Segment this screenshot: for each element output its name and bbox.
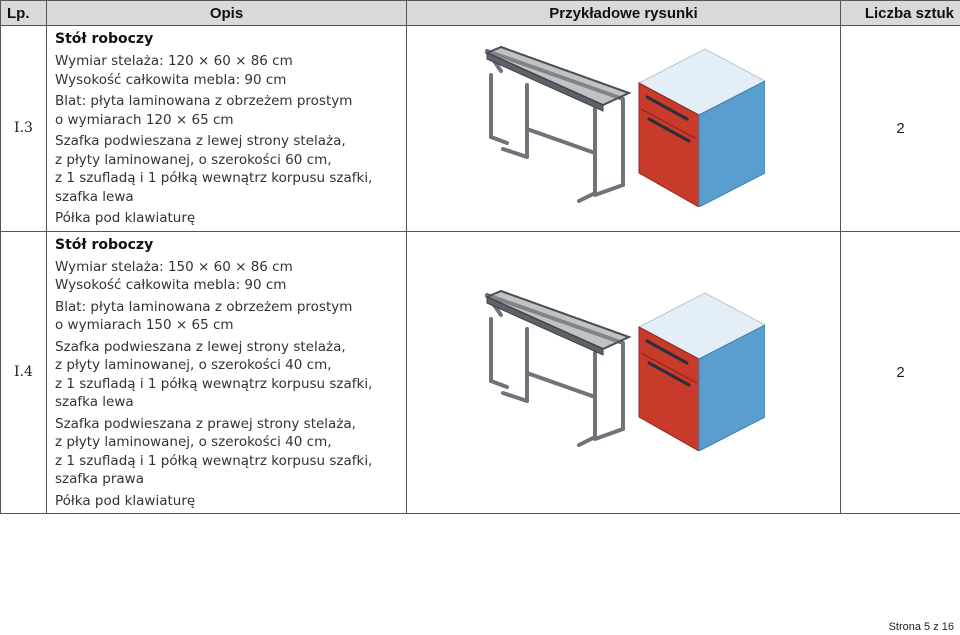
description-line: szafka lewa: [55, 394, 134, 410]
row-count: 2: [841, 231, 960, 514]
description-line: o wymiarach 120 × 65 cm: [55, 111, 234, 128]
description-line: Szafka podwieszana z lewej strony stelaża,: [55, 133, 346, 149]
header-opis: Opis: [47, 1, 407, 26]
description-line: Półka pod klawiaturę: [55, 492, 196, 509]
description-line: Blat: płyta laminowana z obrzeżem prostym: [55, 93, 353, 109]
header-liczba: Liczba sztuk: [841, 1, 960, 26]
row-description: [47, 26, 407, 232]
item-title: Stół roboczy: [55, 31, 154, 47]
description-line: z 1 szufladą i 1 półką wewnątrz korpusu szafki,: [55, 452, 373, 469]
description-line: Wymiar stelaża: 150 × 60 × 86 cm: [55, 258, 293, 275]
row-lp: I.4: [1, 231, 47, 514]
row-lp: I.3: [1, 26, 47, 232]
table-header-row: [1, 1, 960, 26]
row-illustration: [407, 231, 841, 514]
page-number: Strona 5 z 16: [888, 621, 954, 633]
description-line: Blat: płyta laminowana z obrzeżem prostym: [55, 298, 353, 315]
description-line: Wysokość całkowita mebla: 90 cm: [55, 277, 287, 293]
description-line: o wymiarach 150 × 65 cm: [55, 317, 234, 333]
description-line: szafka prawa: [55, 471, 144, 487]
description-line: Wysokość całkowita mebla: 90 cm: [55, 71, 287, 88]
description-line: Wymiar stelaża: 120 × 60 × 86 cm: [55, 53, 293, 69]
description-line: z płyty laminowanej, o szerokości 40 cm,: [55, 434, 332, 450]
item-title: Stół roboczy: [55, 236, 154, 253]
table-row: [1, 26, 960, 232]
description-line: z 1 szufladą i 1 półką wewnątrz korpusu szafki,: [55, 170, 373, 186]
row-description: [47, 231, 407, 514]
workbench-drawing: [483, 45, 765, 207]
row-illustration: [407, 26, 841, 232]
description-line: szafka lewa: [55, 188, 134, 205]
header-lp: Lp.: [1, 1, 47, 26]
description-line: Szafka podwieszana z lewej strony stelaża,: [55, 338, 346, 355]
description-line: z 1 szufladą i 1 półką wewnątrz korpusu szafki,: [55, 375, 373, 392]
row-count: 2: [841, 26, 960, 232]
description-line: z płyty laminowanej, o szerokości 40 cm,: [55, 357, 332, 373]
header-rysunki: Przykładowe rysunki: [407, 1, 841, 26]
table-row: [1, 231, 960, 514]
workbench-drawing: [483, 289, 765, 451]
description-line: z płyty laminowanej, o szerokości 60 cm,: [55, 151, 332, 168]
description-line: Szafka podwieszana z prawej strony stelaża,: [55, 415, 356, 432]
description-line: Półka pod klawiaturę: [55, 210, 196, 226]
